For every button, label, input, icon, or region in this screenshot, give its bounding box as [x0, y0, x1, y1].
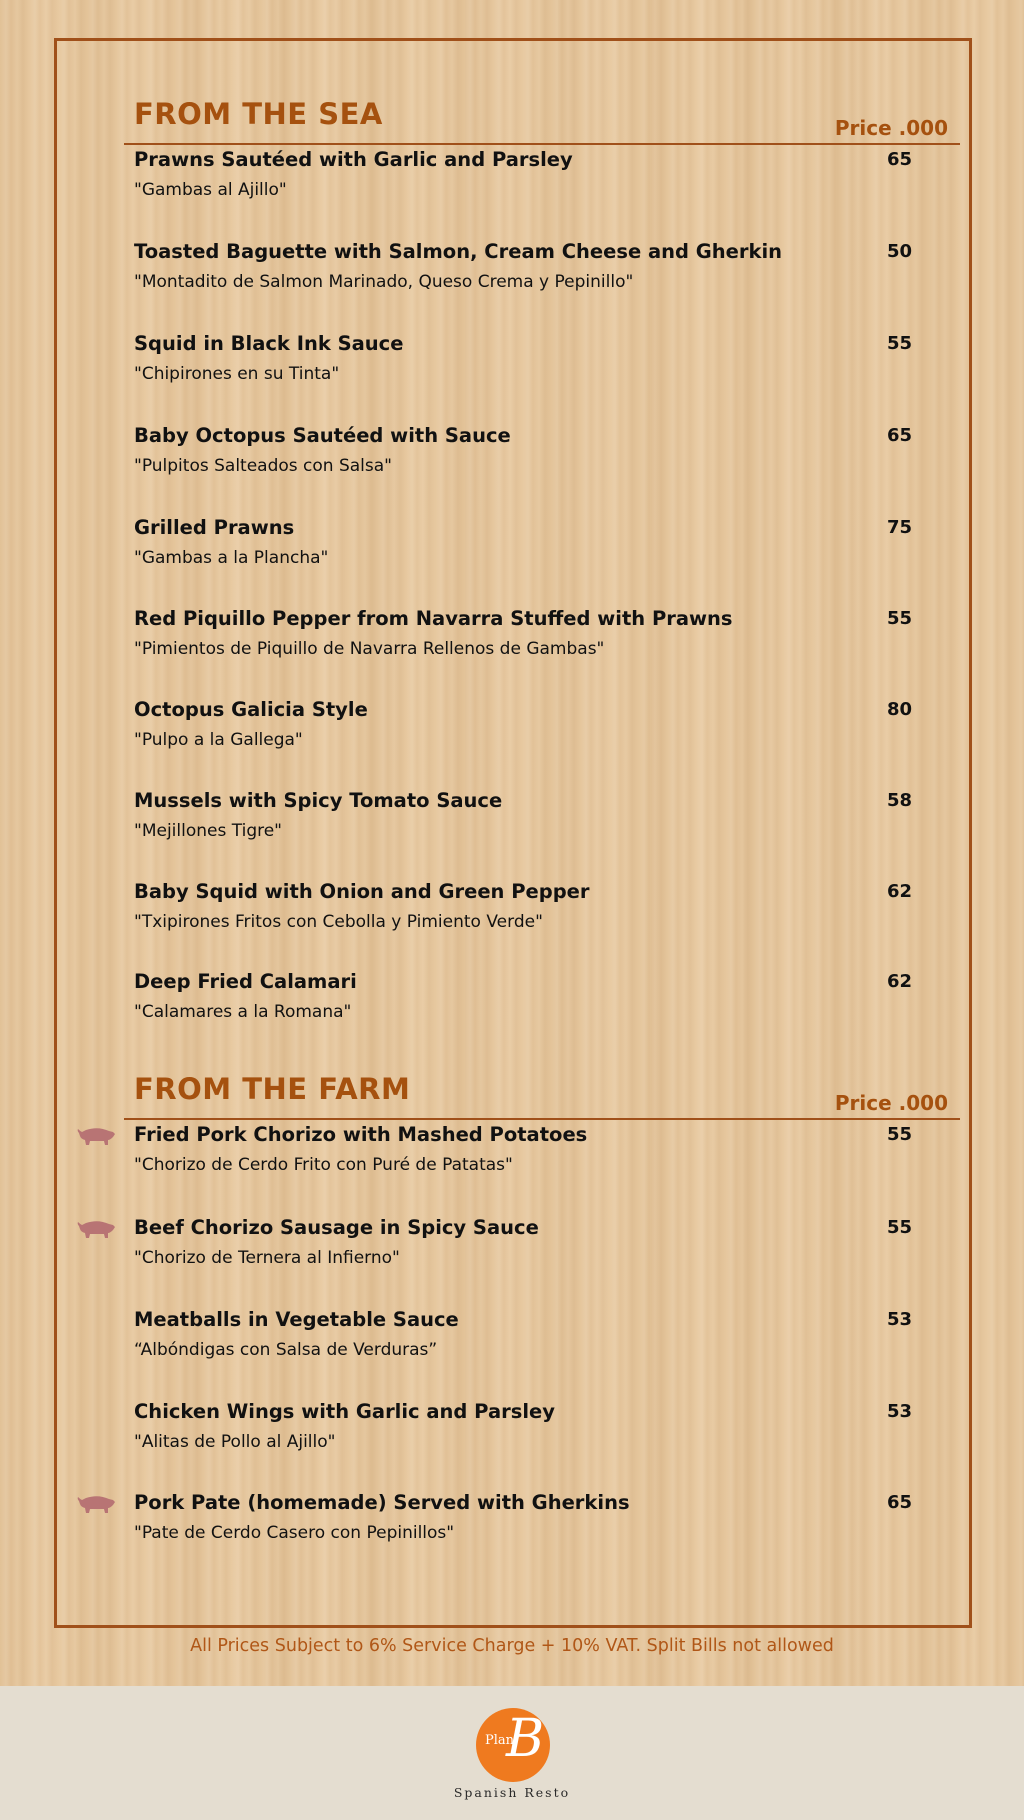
menu-item	[0, 424, 1024, 504]
pig-icon	[76, 1218, 116, 1240]
item-spanish-name: "Pimientos de Piquillo de Navarra Rellenos de Gambas"	[134, 639, 605, 659]
item-price: 65	[886, 425, 912, 446]
item-price: 53	[886, 1309, 912, 1330]
menu-item	[0, 332, 1024, 412]
menu-item	[0, 148, 1024, 228]
logo-tagline: Spanish Resto	[453, 1785, 571, 1800]
item-name: Red Piquillo Pepper from Navarra Stuffed with Prawns	[134, 607, 733, 630]
item-price: 62	[886, 881, 912, 902]
item-price: 53	[886, 1401, 912, 1422]
section-title: FROM THE FARM	[134, 1072, 411, 1106]
logo-plan-text: Plan	[485, 1733, 515, 1748]
item-spanish-name: "Chipirones en su Tinta"	[134, 364, 340, 384]
item-spanish-name: "Pulpitos Salteados con Salsa"	[134, 456, 392, 476]
item-name: Pork Pate (homemade) Served with Gherkins	[134, 1491, 630, 1514]
item-price: 55	[886, 608, 912, 629]
item-price: 65	[886, 149, 912, 170]
item-price: 55	[886, 333, 912, 354]
section-divider	[124, 1118, 960, 1120]
menu-item	[0, 1400, 1024, 1480]
item-name: Mussels with Spicy Tomato Sauce	[134, 789, 503, 812]
item-price: 65	[886, 1492, 912, 1513]
menu-item	[0, 240, 1024, 320]
section-title: FROM THE SEA	[134, 97, 383, 131]
menu-item	[0, 1216, 1024, 1296]
item-spanish-name: "Txipirones Fritos con Cebolla y Pimiento Verde"	[134, 912, 543, 932]
item-spanish-name: “Albóndigas con Salsa de Verduras”	[134, 1340, 438, 1360]
item-spanish-name: "Calamares a la Romana"	[134, 1002, 352, 1022]
item-price: 55	[886, 1124, 912, 1145]
pig-icon	[76, 1125, 116, 1147]
item-spanish-name: "Montadito de Salmon Marinado, Queso Crema y Pepinillo"	[134, 272, 634, 292]
item-name: Fried Pork Chorizo with Mashed Potatoes	[134, 1123, 588, 1146]
menu-item	[0, 970, 1024, 1050]
price-header: Price .000	[834, 1091, 948, 1115]
item-spanish-name: "Alitas de Pollo al Ajillo"	[134, 1432, 336, 1452]
item-price: 80	[886, 699, 912, 720]
item-name: Grilled Prawns	[134, 516, 295, 539]
item-price: 58	[886, 790, 912, 811]
footer-note: All Prices Subject to 6% Service Charge + 10% VAT. Split Bills not allowed	[190, 1636, 834, 1656]
menu-item	[0, 1491, 1024, 1571]
item-spanish-name: "Mejillones Tigre"	[134, 821, 283, 841]
menu-item	[0, 1308, 1024, 1388]
item-spanish-name: "Pate de Cerdo Casero con Pepinillos"	[134, 1523, 455, 1543]
item-price: 62	[886, 971, 912, 992]
menu-item	[0, 607, 1024, 687]
item-name: Toasted Baguette with Salmon, Cream Cheese and Gherkin	[134, 240, 783, 263]
item-name: Squid in Black Ink Sauce	[134, 332, 404, 355]
menu-item	[0, 698, 1024, 778]
section-divider	[124, 143, 960, 145]
item-price: 55	[886, 1217, 912, 1238]
item-name: Baby Octopus Sautéed with Sauce	[134, 424, 511, 447]
item-price: 75	[886, 517, 912, 538]
item-name: Baby Squid with Onion and Green Pepper	[134, 880, 590, 903]
menu-item	[0, 789, 1024, 869]
item-name: Octopus Galicia Style	[134, 698, 368, 721]
logo-area	[0, 1686, 1024, 1820]
item-name: Deep Fried Calamari	[134, 970, 357, 993]
item-name: Chicken Wings with Garlic and Parsley	[134, 1400, 555, 1423]
item-spanish-name: "Pulpo a la Gallega"	[134, 730, 303, 750]
item-spanish-name: "Chorizo de Cerdo Frito con Puré de Patatas"	[134, 1155, 513, 1175]
item-spanish-name: "Gambas a la Plancha"	[134, 548, 329, 568]
menu-item	[0, 516, 1024, 596]
menu-item	[0, 880, 1024, 960]
item-name: Meatballs in Vegetable Sauce	[134, 1308, 459, 1331]
item-spanish-name: "Chorizo de Ternera al Infierno"	[134, 1248, 400, 1268]
plan-b-logo	[476, 1708, 550, 1782]
pig-icon	[76, 1493, 116, 1515]
item-name: Beef Chorizo Sausage in Spicy Sauce	[134, 1216, 539, 1239]
menu-item	[0, 1123, 1024, 1203]
price-header: Price .000	[834, 116, 948, 140]
item-spanish-name: "Gambas al Ajillo"	[134, 180, 287, 200]
item-name: Prawns Sautéed with Garlic and Parsley	[134, 148, 573, 171]
item-price: 50	[886, 241, 912, 262]
logo-b-letter: B	[506, 1709, 545, 1769]
